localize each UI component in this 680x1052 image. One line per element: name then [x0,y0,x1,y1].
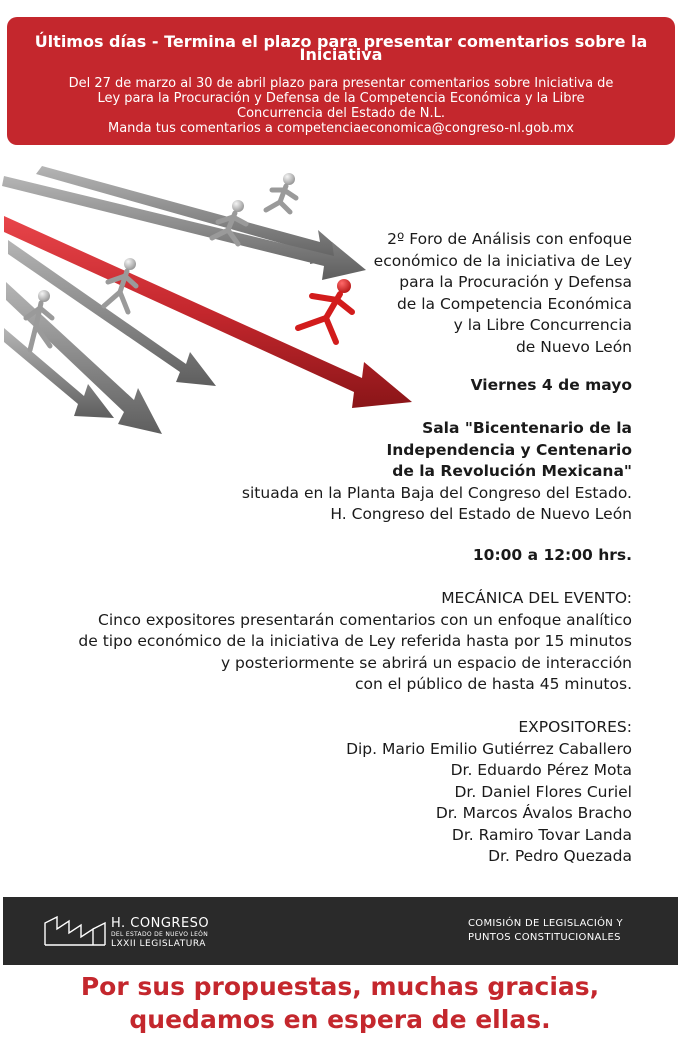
venue-name-line: Independencia y Centenario [386,440,632,459]
banner-line: Concurrencia del Estado de N.L. [237,106,445,121]
forum-line: para la Procuración y Defensa [399,273,632,291]
banner-body [27,76,655,136]
speaker-name: Dr. Daniel Flores Curiel [454,782,632,801]
closing-message [0,970,680,1036]
venue-name-line: de la Revolución Mexicana" [392,462,632,480]
closing-line-2: quedamos en espera de ellas. [129,1005,551,1034]
speaker-name: Dr. Ramiro Tovar Landa [451,825,632,844]
runner-figure [266,173,296,212]
logo-line-1: H. CONGRESO [111,916,210,931]
mechanics-block [78,588,632,696]
banner-title: Últimos días - Termina el plazo para presentar comentarios sobre la Iniciativa [34,32,648,64]
mechanics-line: y posteriormente se abrirá un espacio de interacción [220,653,632,672]
forum-line: y la Libre Concurrencia [453,316,632,334]
speaker-name: Dr. Marcos Ávalos Bracho [435,804,632,822]
speakers-block [346,717,632,868]
commission-line-1: COMISIÓN DE LEGISLACIÓN Y [468,918,623,929]
congress-logo-icon [43,915,107,947]
mechanics-line: de tipo económico de la iniciativa de Ley referida hasta por 15 minutos [78,632,632,650]
logo-line-2: DEL ESTADO DE NUEVO LEÓN [111,931,208,938]
banner-line-email: Manda tus comentarios a competenciaeconomica@congreso-nl.gob.mx [108,121,574,136]
mechanics-line: con el público de hasta 45 minutos. [354,675,632,693]
deadline-banner [7,17,675,145]
forum-line: económico de la iniciativa de Ley [373,251,632,270]
footer-bar [3,897,678,965]
speaker-name: Dip. Mario Emilio Gutiérrez Caballero [346,739,632,758]
commission-line-2: PUNTOS CONSTITUCIONALES [468,932,621,943]
commission-name [468,917,623,945]
gray-arrow [2,176,366,280]
venue-block [242,418,632,526]
venue-location-line: H. Congreso del Estado de Nuevo León [330,505,632,523]
event-time: 10:00 a 12:00 hrs. [472,546,632,564]
closing-line-1: Por sus propuestas, muchas gracias, [80,972,600,1001]
forum-line: 2º Foro de Análisis con enfoque [387,230,632,248]
speaker-name: Dr. Pedro Quezada [488,847,632,865]
venue-location-line: situada en la Planta Baja del Congreso del Estado. [241,483,632,502]
mechanics-heading: MECÁNICA DEL EVENTO: [441,589,632,607]
congress-logo-text [111,917,209,949]
venue-name-line: Sala "Bicentenario de la [422,419,632,437]
speakers-heading: EXPOSITORES: [518,718,632,736]
event-date: Viernes 4 de mayo [470,376,632,394]
runner-figure-red [298,279,352,342]
banner-line: Ley para la Procuración y Defensa de la Competencia Económica y la Libre [97,91,585,106]
forum-line: de Nuevo León [515,337,632,356]
banner-line: Del 27 de marzo al 30 de abril plazo para presentar comentarios sobre Iniciativa de [68,76,614,91]
forum-description [374,229,632,358]
forum-line: de la Competencia Económica [396,294,632,313]
speaker-name: Dr. Eduardo Pérez Mota [450,761,632,779]
running-arrows-illustration [0,160,420,450]
logo-line-3: LXXII LEGISLATURA [111,939,206,949]
mechanics-line: Cinco expositores presentarán comentarios con un enfoque analítico [98,610,632,629]
